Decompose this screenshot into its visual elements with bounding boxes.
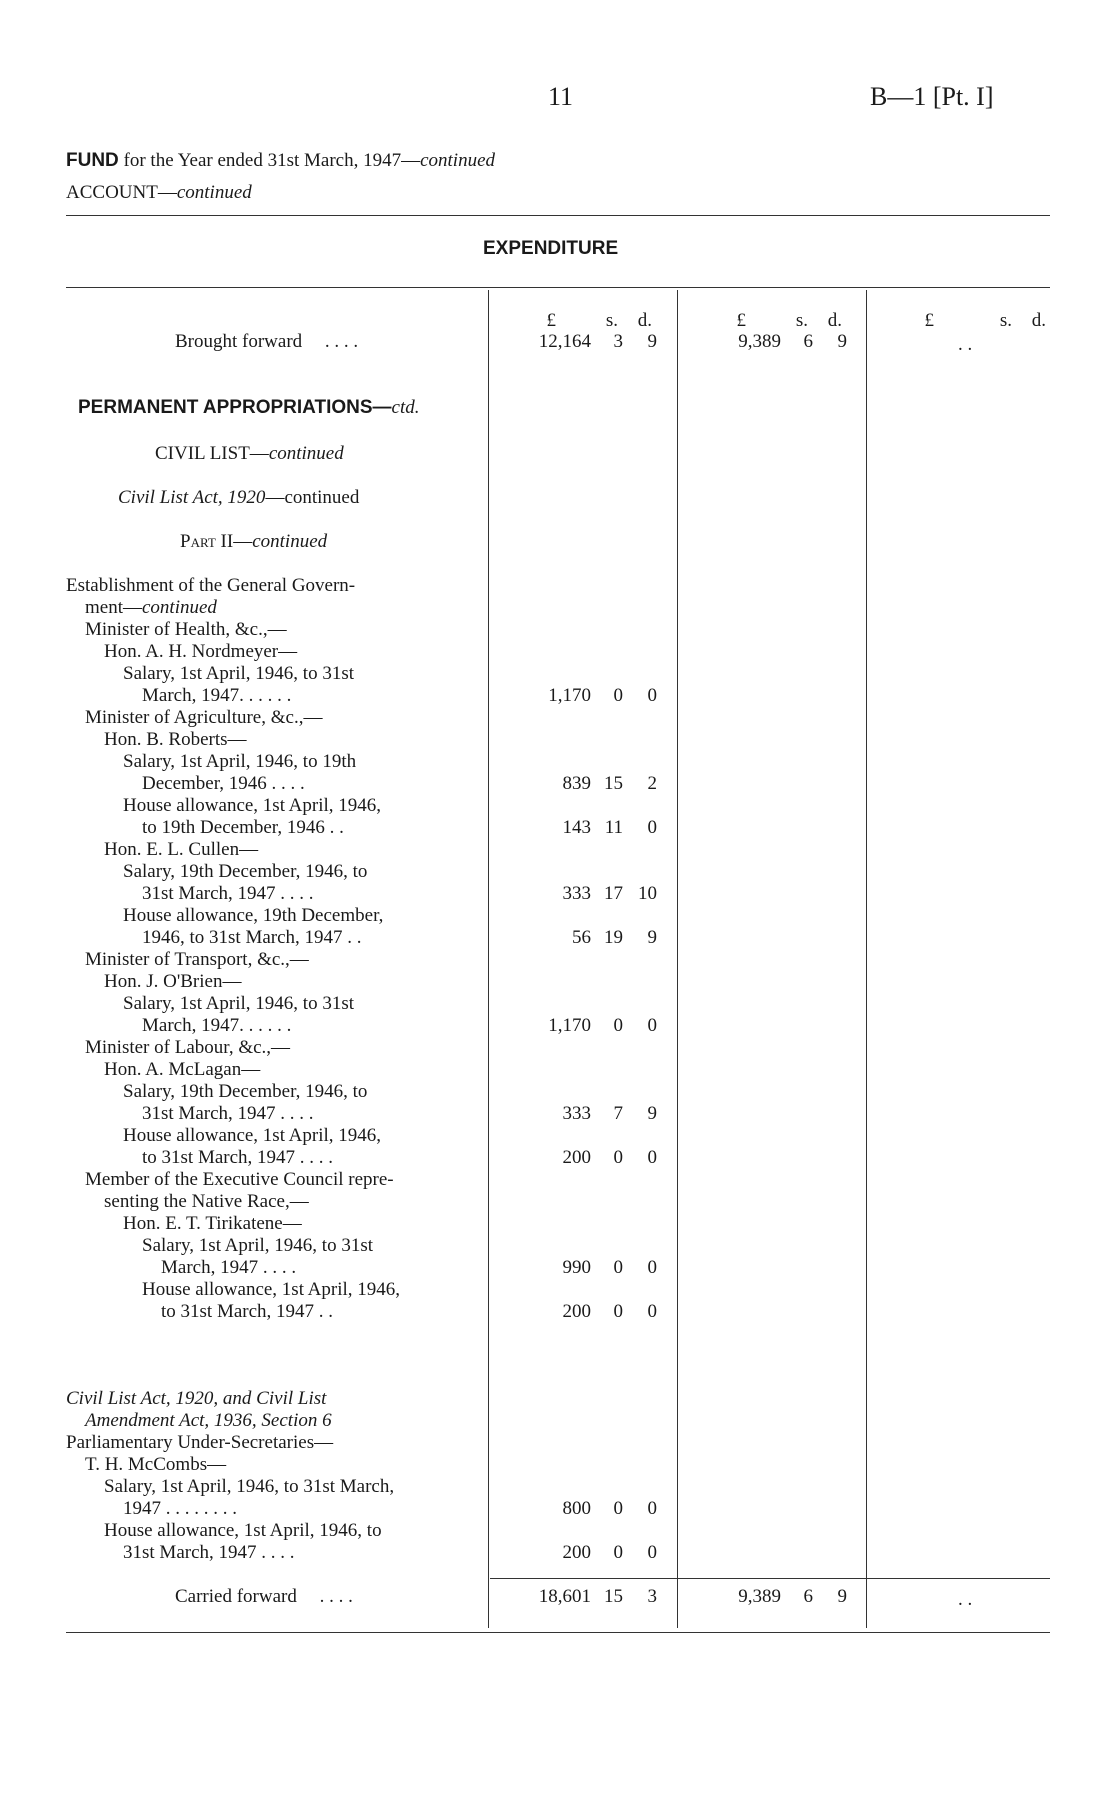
appropriation-line: House allowance, 1st April, 1946, (142, 1279, 401, 1300)
amendment-line: 31st March, 1947 . . . . (123, 1542, 295, 1563)
appropriation-amount: 200 0 0 (562, 1147, 657, 1168)
fund-heading-bold: FUND (66, 150, 119, 171)
appropriation-amount: 56 19 9 (572, 927, 657, 948)
document-reference: B—1 [Pt. I] (870, 82, 994, 111)
amendment-line: T. H. McCombs— (85, 1454, 227, 1475)
appropriation-line: Hon. A. McLagan— (104, 1059, 261, 1080)
amendment-line: House allowance, 1st April, 1946, to (104, 1520, 382, 1541)
appropriation-amount: 1,170 0 0 (548, 685, 657, 706)
amendment-line: Salary, 1st April, 1946, to 31st March, (104, 1476, 395, 1497)
appropriation-amount: 200 0 0 (562, 1301, 657, 1322)
currency-head-col2: £ s. d. (736, 310, 842, 331)
carried-forward-col3: . . (958, 1589, 973, 1610)
appropriation-line: Salary, 1st April, 1946, to 31st (123, 663, 354, 684)
appropriation-line: Hon. E. T. Tirikatene— (123, 1213, 302, 1234)
carried-forward-label: Carried forward . . . . (175, 1586, 353, 1607)
appropriation-line: 31st March, 1947 . . . . (142, 883, 314, 904)
appropriation-amount: 990 0 0 (562, 1257, 657, 1278)
appropriation-line: Minister of Transport, &c.,— (85, 949, 309, 970)
appropriation-line: Hon. J. O'Brien— (104, 971, 242, 992)
column-divider-2 (677, 290, 678, 1628)
fund-heading-continued: continued (420, 150, 496, 171)
page-number: 11 (548, 82, 574, 111)
amendment-line: Civil List Act, 1920, and Civil List (66, 1388, 327, 1409)
amendment-amount: 200 0 0 (562, 1542, 657, 1563)
appropriation-line: March, 1947 . . . . (161, 1257, 297, 1278)
appropriation-line: Salary, 1st April, 1946, to 31st (123, 993, 354, 1014)
appropriation-line: Minister of Agriculture, &c.,— (85, 707, 323, 728)
permanent-appropriations-heading: PERMANENT APPROPRIATIONS—ctd. (78, 397, 420, 418)
appropriation-line: Salary, 19th December, 1946, to (123, 861, 368, 882)
appropriation-line: 1946, to 31st March, 1947 . . (142, 927, 362, 948)
appropriation-amount: 143 11 0 (562, 817, 657, 838)
appropriation-line: to 19th December, 1946 . . (142, 817, 344, 838)
appropriation-line: Minister of Health, &c.,— (85, 619, 287, 640)
appropriation-amount: 1,170 0 0 (548, 1015, 657, 1036)
carried-forward-col1: 18,601 15 3 (538, 1586, 657, 1607)
appropriation-line: to 31st March, 1947 . . (161, 1301, 334, 1322)
currency-head-col3: £ s. d. (924, 310, 1046, 331)
column-divider-3 (866, 290, 867, 1628)
account-heading (66, 182, 252, 204)
appropriation-amount: 839 15 2 (562, 773, 657, 794)
civil-list-heading: CIVIL LIST—continued (155, 443, 344, 464)
appropriation-line: 31st March, 1947 . . . . (142, 1103, 314, 1124)
appropriation-line: to 31st March, 1947 . . . . (142, 1147, 334, 1168)
appropriation-line: Minister of Labour, &c.,— (85, 1037, 291, 1058)
amendment-line: 1947 . . . . . . . . (123, 1498, 237, 1519)
amendment-amount: 800 0 0 (562, 1498, 657, 1519)
part-heading: Part II—continued (180, 531, 328, 552)
appropriation-line: Salary, 19th December, 1946, to (123, 1081, 368, 1102)
appropriation-line: March, 1947. . . . . . (142, 685, 292, 706)
appropriation-line: House allowance, 1st April, 1946, (123, 795, 382, 816)
expenditure-heading: EXPENDITURE (483, 238, 619, 259)
appropriation-line: Hon. A. H. Nordmeyer— (104, 641, 298, 662)
account-heading-text: ACCOUNT— (66, 182, 177, 203)
appropriation-line: December, 1946 . . . . (142, 773, 305, 794)
brought-forward-label: Brought forward . . . . (175, 331, 359, 352)
appropriation-line: March, 1947. . . . . . (142, 1015, 292, 1036)
appropriation-line: House allowance, 1st April, 1946, (123, 1125, 382, 1146)
appropriation-line: ment—continued (85, 597, 217, 618)
amendment-line: Parliamentary Under-Secretaries— (66, 1432, 334, 1453)
carried-forward-rule (490, 1578, 1050, 1579)
appropriation-line: Salary, 1st April, 1946, to 19th (123, 751, 357, 772)
header-rule-top (66, 215, 1050, 216)
header-rule-bottom (66, 287, 1050, 288)
appropriation-amount: 333 7 9 (562, 1103, 657, 1124)
footer-rule (66, 1632, 1050, 1633)
appropriation-line: House allowance, 19th December, (123, 905, 384, 926)
column-divider-1 (488, 290, 489, 1628)
appropriation-amount: 333 17 10 (562, 883, 657, 904)
fund-heading (66, 150, 495, 172)
appropriation-line: Hon. E. L. Cullen— (104, 839, 259, 860)
account-heading-continued: continued (176, 182, 252, 203)
carried-forward-col2: 9,389 6 9 (738, 1586, 847, 1607)
appropriation-line: Establishment of the General Govern- (66, 575, 356, 596)
amendment-line: Amendment Act, 1936, Section 6 (85, 1410, 332, 1431)
brought-forward-col3: . . (958, 334, 973, 355)
appropriation-line: Member of the Executive Council repre- (85, 1169, 394, 1190)
appropriation-line: Salary, 1st April, 1946, to 31st (142, 1235, 373, 1256)
currency-head-col1: £ s. d. (546, 310, 652, 331)
fund-heading-text: for the Year ended 31st March, 1947— (123, 150, 421, 171)
brought-forward-col1: 12,164 3 9 (538, 331, 657, 352)
civil-list-act-heading: Civil List Act, 1920—continued (118, 487, 360, 508)
brought-forward-col2: 9,389 6 9 (738, 331, 847, 352)
appropriation-line: Hon. B. Roberts— (104, 729, 247, 750)
appropriation-line: senting the Native Race,— (104, 1191, 309, 1212)
